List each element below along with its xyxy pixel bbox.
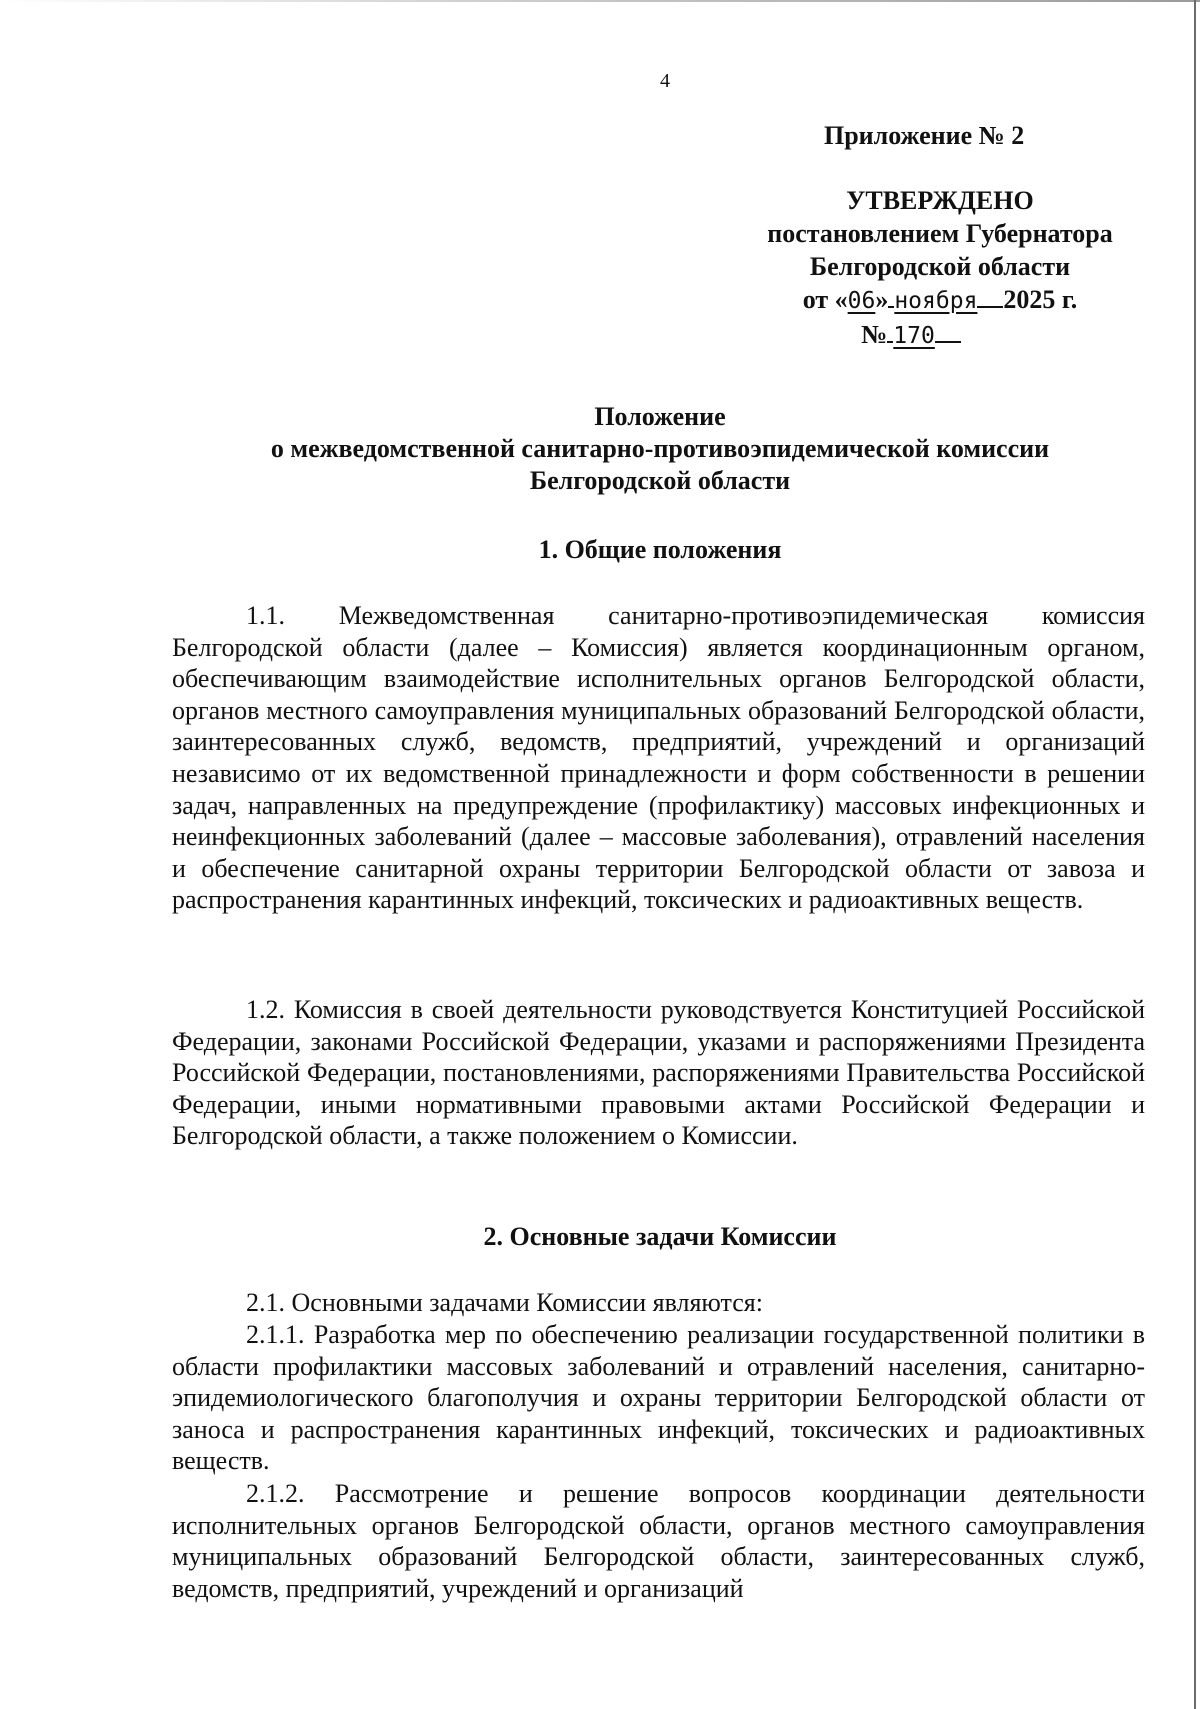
number-prefix: № — [861, 320, 888, 349]
number-value: 170 — [893, 323, 935, 349]
title-line-1: Положение — [594, 402, 726, 431]
date-mid: » — [875, 285, 889, 314]
paragraph-1-2: 1.2. Комиссия в своей деятельности руководствуется Конституцией Российской Федерации, законами Российской Федерации, указами и распоряжениями Президента Российской Федерации, постановлениями, распоряжениями Правительства Российской Федерации, иными нормативными правовыми актами Российской Федерации и Белгородской области, а также положением о Комиссии. — [172, 995, 1145, 1151]
approval-date-line — [730, 283, 1150, 318]
paragraph-2-1: 2.1. Основными задачами Комиссии являются: — [246, 1288, 763, 1317]
date-month: ноября — [894, 288, 978, 314]
paragraph-1-1: 1.1. Межведомственная санитарно-противоэпидемическая комиссия Белгородской области (далее – Комиссия) является координационным органом, обеспечивающим взаимодействие исполнительных органов Белгородской области, органов местного самоуправления муниципальных образований Белгородской области, заинтересованных служб, ведомств, предприятий, учреждений и организаций независимо от их ведомственной принадлежности и форм собственности в решении задач, направленных на предупреждение (профилактику) массовых инфекционных и неинфекционных заболеваний (далее – массовые заболевания), отравлений населения и обеспечение санитарной охраны территории Белгородской области от завоза и распространения карантинных инфекций, токсических и радиоактивных веществ. — [172, 601, 1145, 915]
section-1-heading: 1. Общие положения — [538, 535, 782, 564]
document-title — [170, 401, 1150, 497]
appendix-label: Приложение № 2 — [824, 121, 1025, 150]
date-prefix: от « — [802, 285, 848, 314]
scan-top-edge — [0, 0, 1200, 2]
approval-block — [730, 184, 1150, 353]
approval-number-line — [730, 318, 1150, 353]
approval-line-1: постановлением Губернатора — [767, 219, 1113, 248]
page-number: 4 — [660, 70, 670, 92]
section-2-heading: 2. Основные задачи Комиссии — [483, 1222, 837, 1251]
date-year: 2025 г. — [1003, 285, 1078, 314]
paragraph-2-1-1: 2.1.1. Разработка мер по обеспечению реализации государственной политики в области профилактики массовых заболеваний и отравлений населения, санитарно-эпидемиологического благополучия и охраны территории Белгородской области от заноса и распространения карантинных инфекций, токсических и радиоактивных веществ. — [172, 1320, 1145, 1476]
title-line-2: о межведомственной санитарно-противоэпидемической комиссии — [270, 434, 1050, 463]
approval-heading: УТВЕРЖДЕНО — [846, 186, 1034, 215]
approval-line-2: Белгородской области — [809, 252, 1071, 281]
title-line-3: Белгородской области — [529, 466, 791, 495]
scan-right-edge — [1194, 0, 1196, 1709]
date-day: 06 — [847, 288, 876, 314]
paragraph-2-1-2: 2.1.2. Рассмотрение и решение вопросов координации деятельности исполнительных органов Белгородской области, органов местного самоуправления муниципальных образований Белгородской области, заинтересованных служб, ведомств, предприятий, учреждений и организаций — [172, 1479, 1145, 1603]
